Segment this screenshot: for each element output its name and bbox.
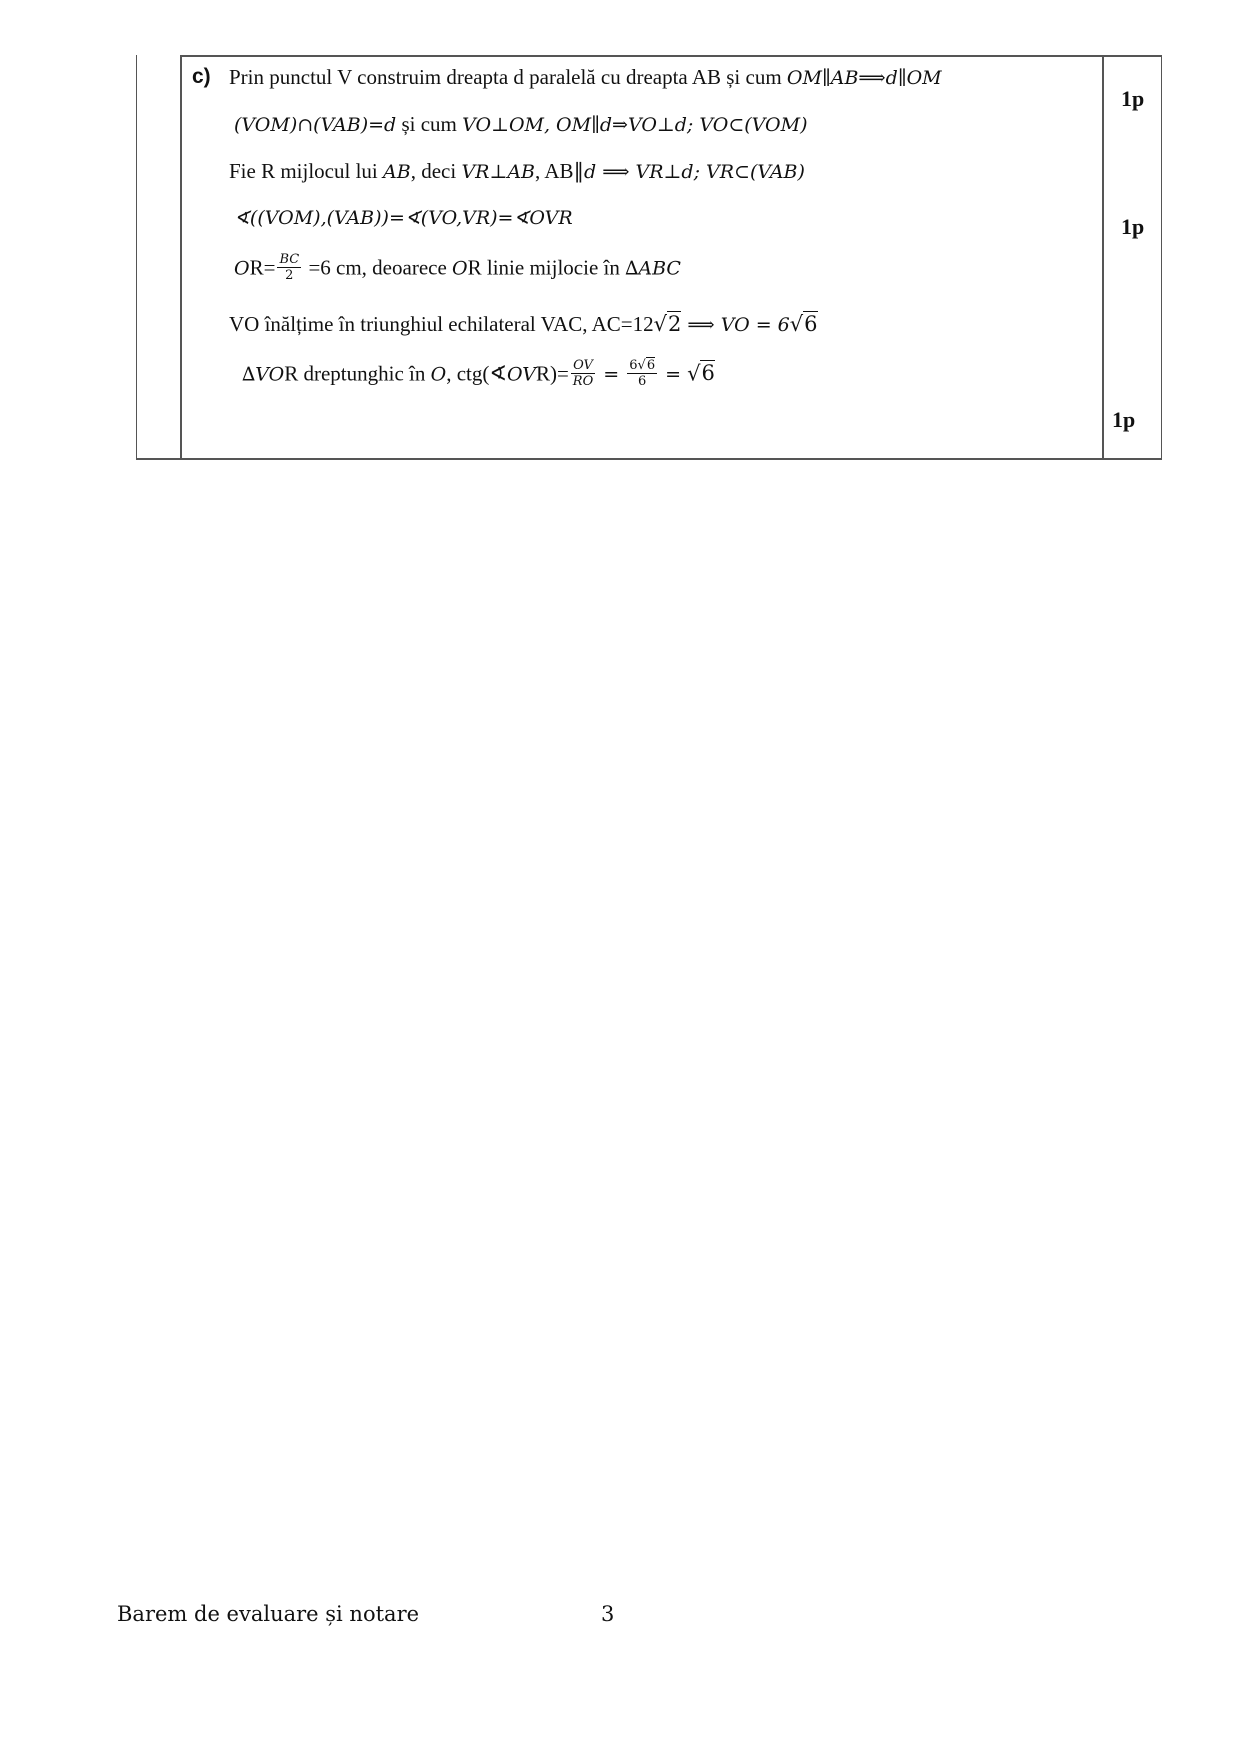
solution-line-4: ∢((VOM),(VAB))=∢(VO,VR)=∢OVR [234, 207, 573, 229]
subpoint-label: c) [192, 65, 211, 88]
table-border-right [1161, 55, 1162, 460]
table-border-bottom [136, 458, 1162, 460]
table-border-points-left [1102, 55, 1104, 460]
table-border-top [180, 55, 1162, 57]
points-1: 1p [1121, 86, 1145, 111]
table-border-content-left [180, 55, 182, 460]
fraction-bc-over-2: $\frac{BC}{2}$ [279, 252, 300, 283]
page-number: 3 [601, 1602, 615, 1626]
points-3: 1p [1112, 407, 1136, 432]
solution-line-2: (VOM)∩(VAB)=d și cum VO⊥OM, OM∥d⇒VO⊥d; VO⊂(VOM) [234, 112, 808, 136]
solution-line-5: OR= $\frac{BC}{2}$ =6 cm, deoarece OR linie mijlocie în ∆ABC [234, 252, 681, 283]
solution-line-7: ∆VOR dreptunghic în O, ctg(∢OVR)= $\frac{OV}{RO}$ = $\frac{6√6}{6}$ = √6 [242, 358, 715, 389]
fraction-ov-over-ro: $\frac{OV}{RO}$ [572, 358, 594, 389]
sqrt-6-result: √6 [687, 361, 715, 386]
solution-line-1: Prin punctul V construim dreapta d paralelă cu dreapta AB și cum OM∥AB⟹d∥OM [229, 65, 942, 89]
solution-line-3: Fie R mijlocul lui AB, deci VR⊥AB, AB∥d ⟹ VR⊥d; VR⊂(VAB) [229, 159, 805, 183]
fraction-6sqrt6-over-6: $\frac{6√6}{6}$ [629, 358, 656, 389]
sqrt-6: √6 [789, 312, 818, 336]
points-2: 1p [1121, 214, 1145, 239]
footer-title: Barem de evaluare și notare [117, 1602, 420, 1626]
solution-line-6: VO înălțime în triunghiul echilateral VAC, AC=12√2 ⟹ VO = 6√6 [229, 312, 818, 336]
sqrt-2: √2 [653, 312, 682, 336]
table-border-left [136, 55, 137, 460]
